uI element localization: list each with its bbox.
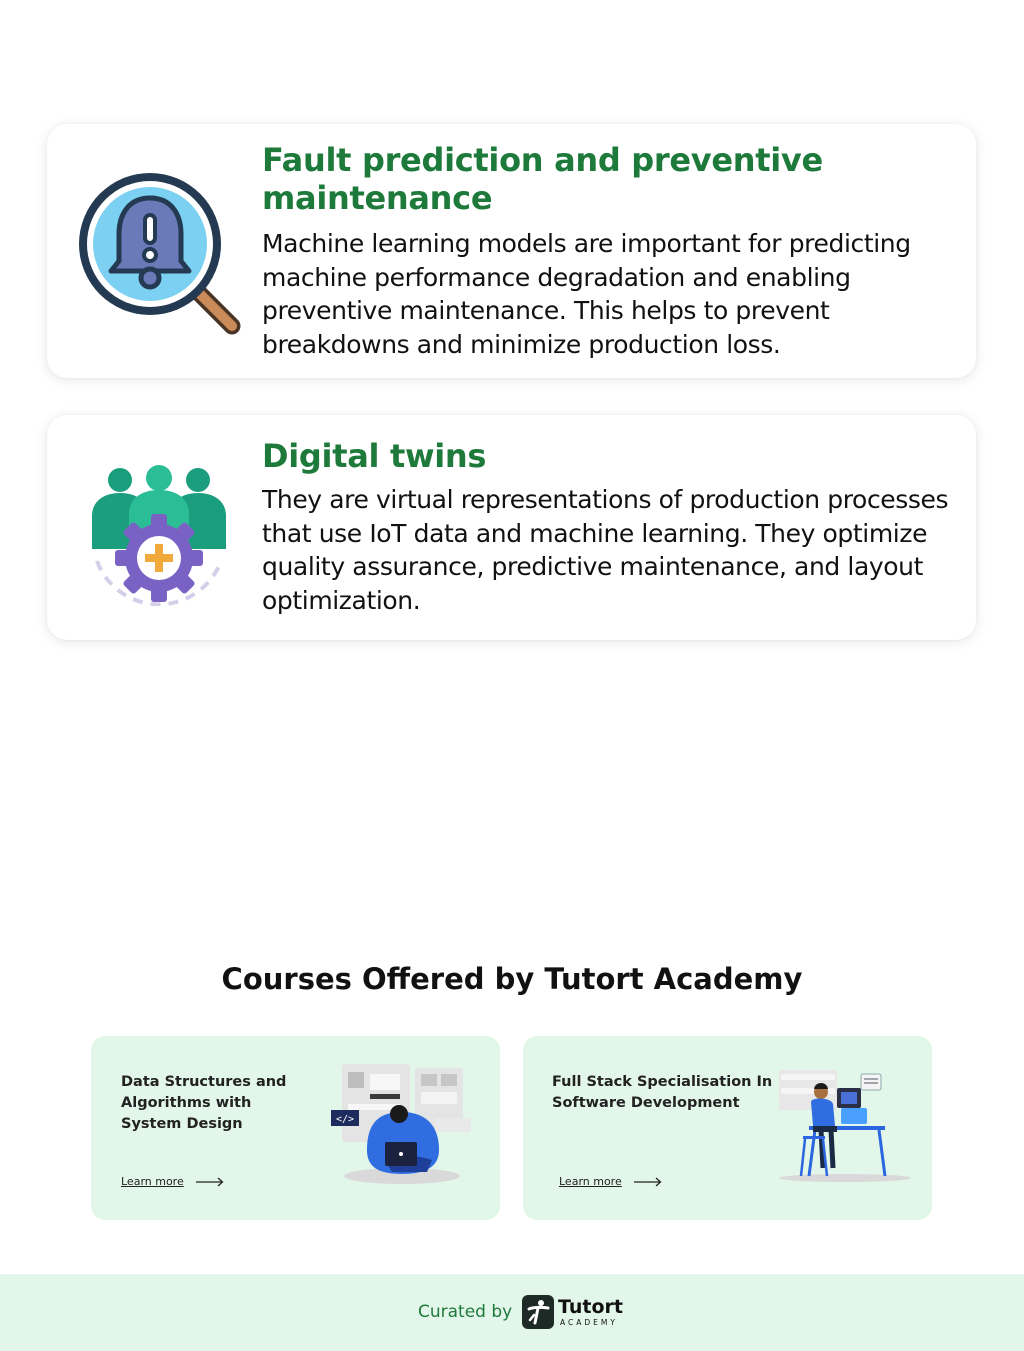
course-card-fullstack[interactable]: [523, 1036, 932, 1220]
tutort-logo-icon: [522, 1295, 554, 1329]
feature-body: Machine learning models are important for predicting machine performance degradation and enabling preventive maintenance. This helps to prevent breakdowns and minimize production loss.: [262, 229, 911, 359]
people-gear-icon: [89, 461, 229, 606]
developer-desk-illustration-icon: [775, 1064, 915, 1184]
feature-title: Fault prediction and preventive maintenance: [262, 141, 823, 217]
arrow-right-icon: [633, 1176, 663, 1188]
course-card-dsa[interactable]: [91, 1036, 500, 1220]
footer: [0, 1274, 1024, 1351]
feature-card-digital-twins: [47, 415, 976, 640]
brand-name: Tutort: [558, 1296, 623, 1318]
code-tag-label: </>: [335, 1114, 355, 1125]
arrow-right-icon: [195, 1176, 225, 1188]
course-name: Data Structures and Algorithms with System Design: [121, 1074, 287, 1132]
brand-subtitle: ACADEMY: [560, 1318, 618, 1327]
alarm-bell-magnifier-icon: [77, 171, 242, 336]
learn-more-link[interactable]: Learn more: [559, 1175, 622, 1188]
feature-card-fault-prediction: [47, 124, 976, 378]
courses-heading: Courses Offered by Tutort Academy: [221, 962, 803, 996]
course-name: Full Stack Specialisation In Software Development: [552, 1074, 773, 1111]
feature-title: Digital twins: [262, 437, 487, 475]
learn-more-link[interactable]: Learn more: [121, 1175, 184, 1188]
developer-illustration-icon: [327, 1060, 477, 1190]
curated-by-label: Curated by: [418, 1302, 513, 1322]
feature-body: They are virtual representations of production processes that use IoT data and machine learning. They optimize quality assurance, predictive maintenance, and layout optimization.: [262, 485, 949, 615]
